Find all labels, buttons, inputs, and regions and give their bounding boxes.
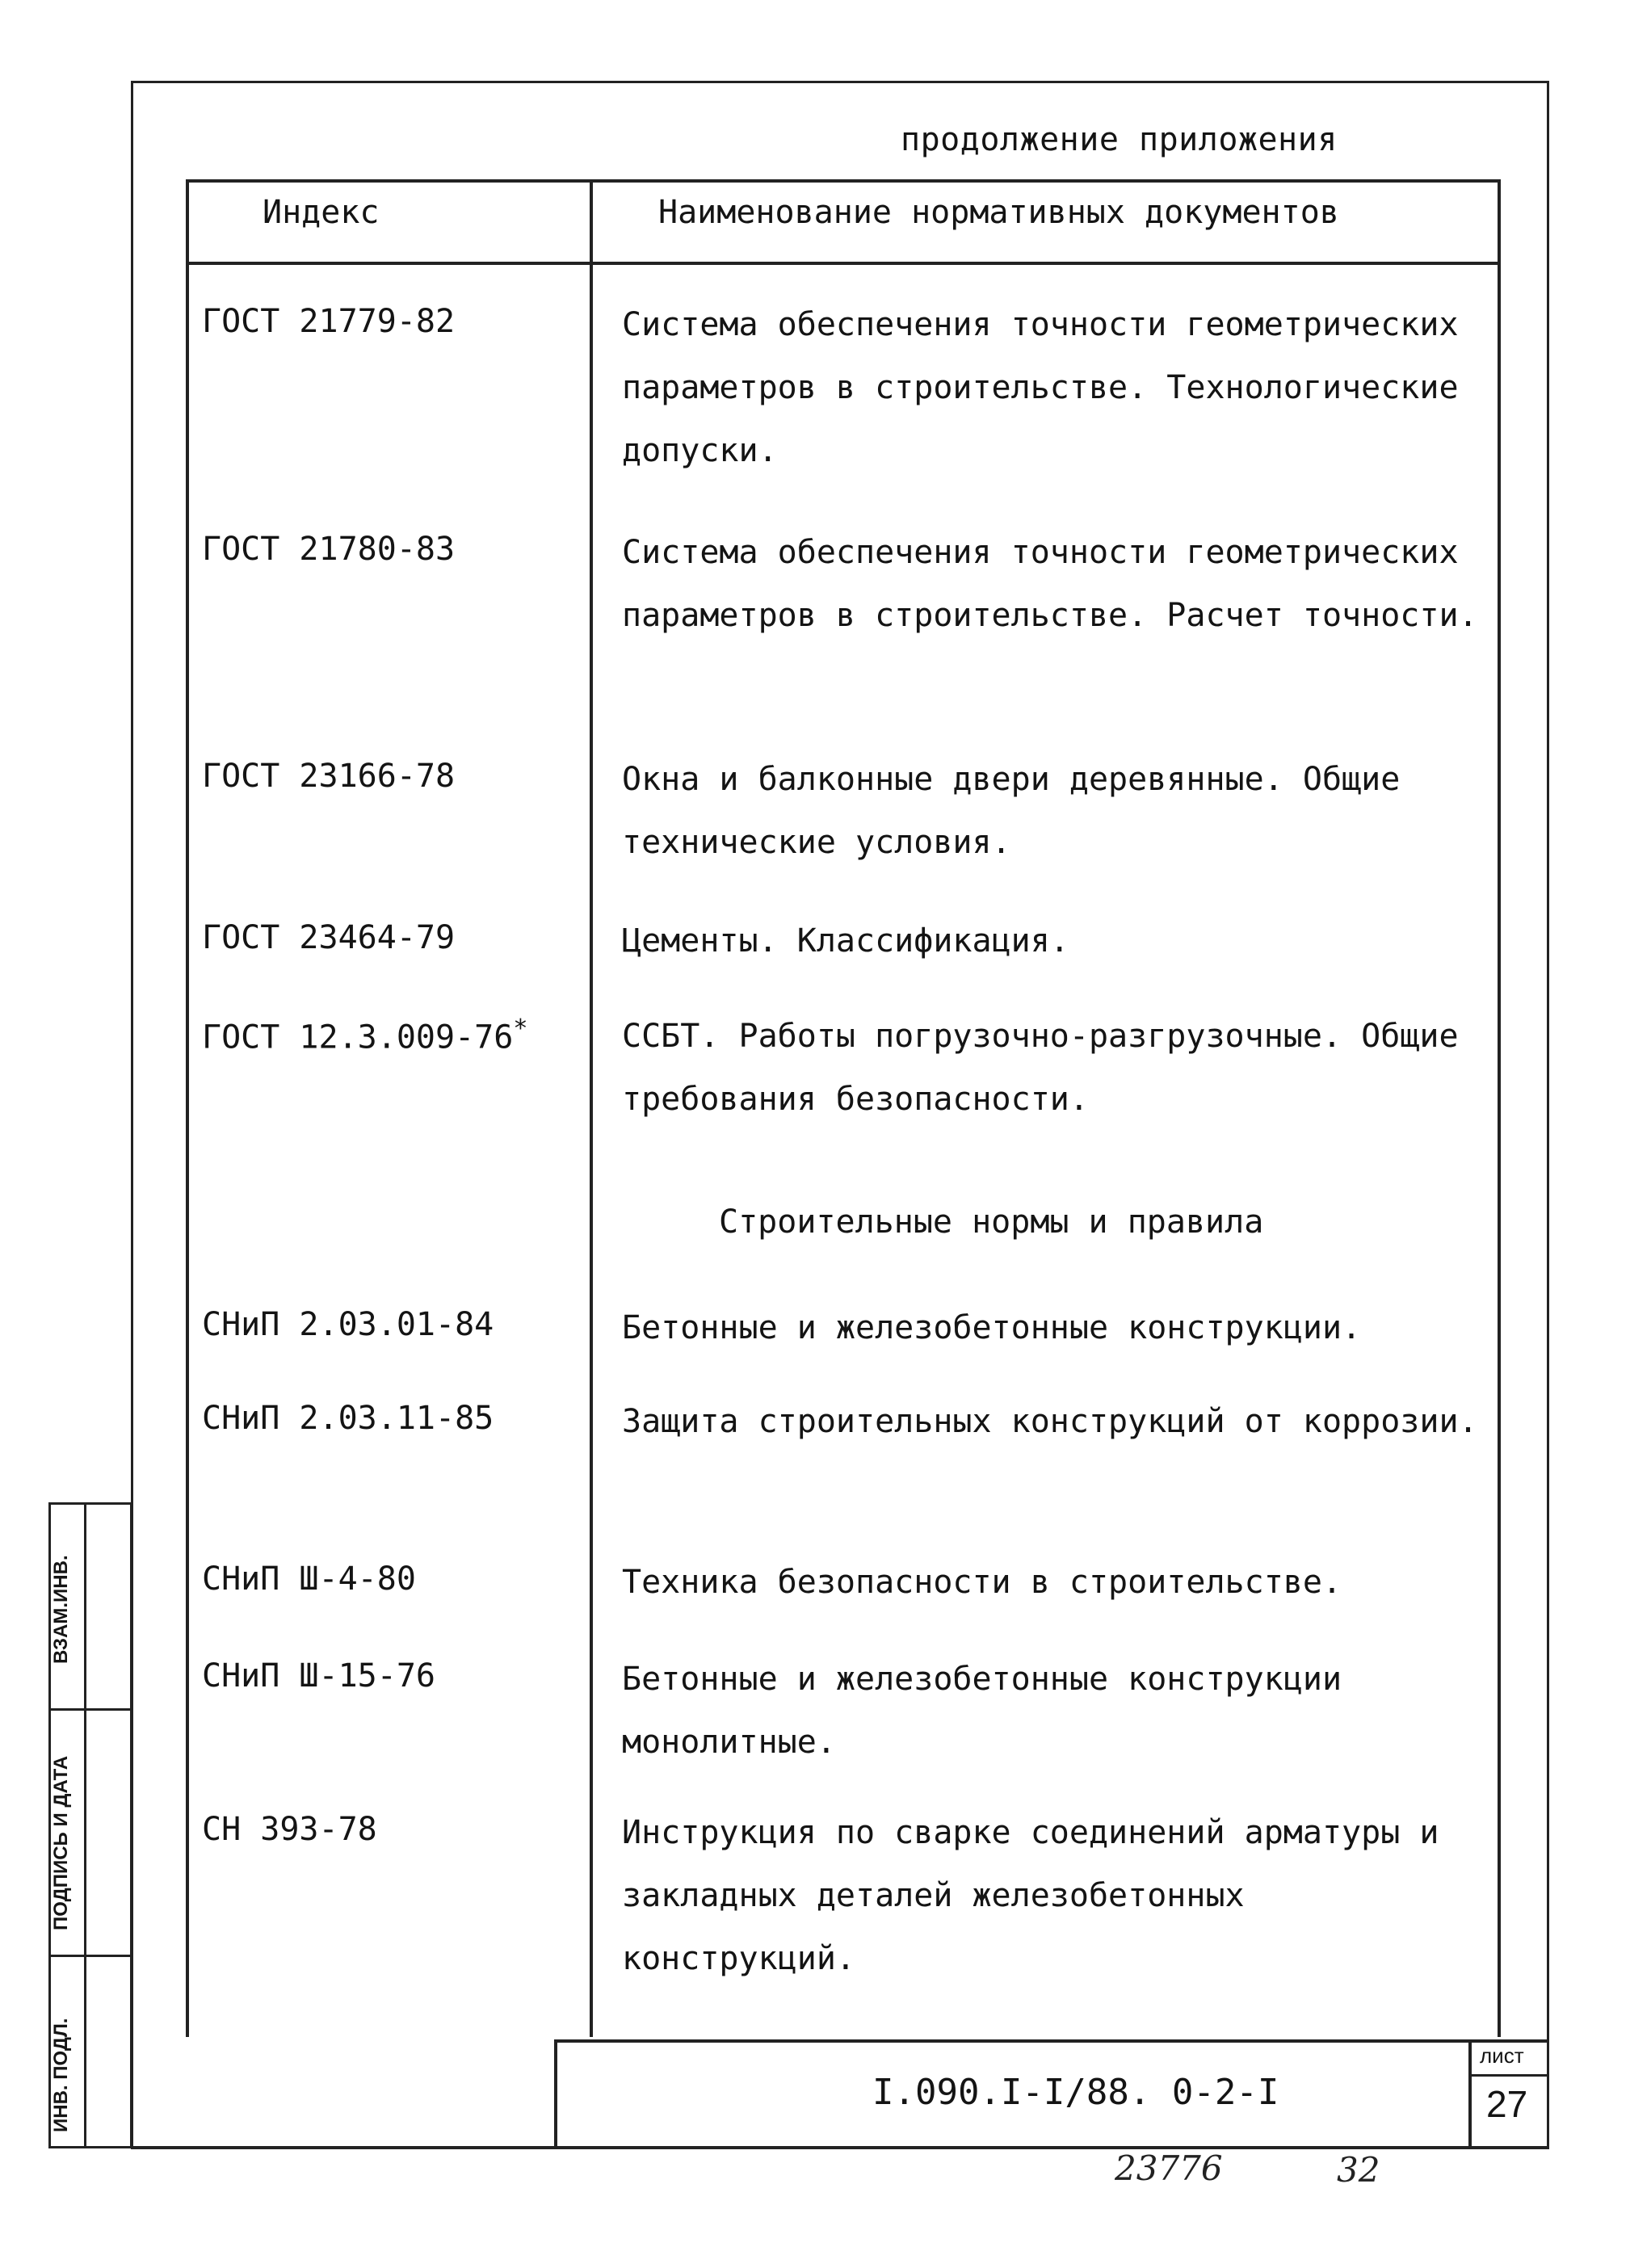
stamp-rule bbox=[48, 1955, 132, 1957]
column-header-index: Индекс bbox=[263, 194, 380, 231]
row-index: СНиП 2.03.11-85 bbox=[202, 1400, 494, 1437]
row-description: Система обеспечения точности геометрических параметров в строительстве. Технологические допуски. bbox=[622, 306, 1459, 469]
stamp-field-signature-date: ПОДПИСЬ И ДАТА bbox=[50, 1755, 72, 1930]
handwritten-number: 23776 bbox=[1115, 2148, 1223, 2188]
row-description: Бетонные и железобетонные конструкции. bbox=[622, 1309, 1362, 1346]
sheet-number: 27 bbox=[1486, 2083, 1528, 2125]
row-index: ГОСТ 12.3.009-76* bbox=[202, 1014, 528, 1056]
row-description: Инструкция по сварке соединений арматуры и закладных деталей железобетонных конструкций. bbox=[622, 1814, 1439, 1977]
row-description: Техника безопасности в строительстве. bbox=[622, 1564, 1342, 1601]
continuation-caption: продолжение приложения bbox=[901, 121, 1338, 158]
stamp-field-original-inv: ИНВ. ПОДЛ. bbox=[50, 2018, 72, 2132]
row-description: Окна и балконные двери деревянные. Общие технические условия. bbox=[622, 761, 1401, 861]
row-index: СНиП 2.03.01-84 bbox=[202, 1306, 494, 1343]
row-index: СН 393-78 bbox=[202, 1811, 377, 1848]
row-description: Система обеспечения точности геометрических параметров в строительстве. Расчет точности. bbox=[622, 534, 1478, 634]
row-index: СНиП Ш-4-80 bbox=[202, 1560, 416, 1598]
row-description: Бетонные и железобетонные конструкции монолитные. bbox=[622, 1661, 1342, 1761]
stamp-divider bbox=[84, 1502, 86, 2148]
row-description: Защита строительных конструкций от коррозии. bbox=[622, 1403, 1478, 1440]
row-index: ГОСТ 23464-79 bbox=[202, 919, 456, 956]
row-description: Цементы. Классификация. bbox=[622, 922, 1069, 960]
sheet-label: лист bbox=[1480, 2043, 1524, 2068]
table-header-rule bbox=[186, 262, 1501, 265]
table-left-border bbox=[186, 179, 189, 2037]
column-header-name: Наименование нормативных документов bbox=[658, 194, 1339, 231]
frame-bottom-line bbox=[131, 2146, 1549, 2149]
table-right-border bbox=[1498, 179, 1501, 2037]
table-top-rule bbox=[186, 179, 1501, 183]
document-code: I.090.I-I/88. 0-2-I bbox=[872, 2072, 1279, 2113]
sheet-box-divider bbox=[1468, 2074, 1549, 2077]
row-index: СНиП Ш-15-76 bbox=[202, 1657, 435, 1695]
stamp-rule bbox=[48, 1708, 132, 1711]
row-index: ГОСТ 21779-82 bbox=[202, 303, 456, 340]
row-index: ГОСТ 21780-83 bbox=[202, 531, 456, 568]
section-title: Строительные нормы и правила bbox=[719, 1203, 1264, 1241]
row-index: ГОСТ 23166-78 bbox=[202, 758, 456, 795]
stamp-field-replacement: ВЗАМ.ИНВ. bbox=[50, 1555, 72, 1664]
footnote-mark: * bbox=[513, 1014, 528, 1043]
row-description: ССБТ. Работы погрузочно-разгрузочные. Общие требования безопасности. bbox=[622, 1018, 1459, 1118]
handwritten-page: 32 bbox=[1337, 2150, 1380, 2190]
table-column-divider bbox=[590, 179, 593, 2037]
